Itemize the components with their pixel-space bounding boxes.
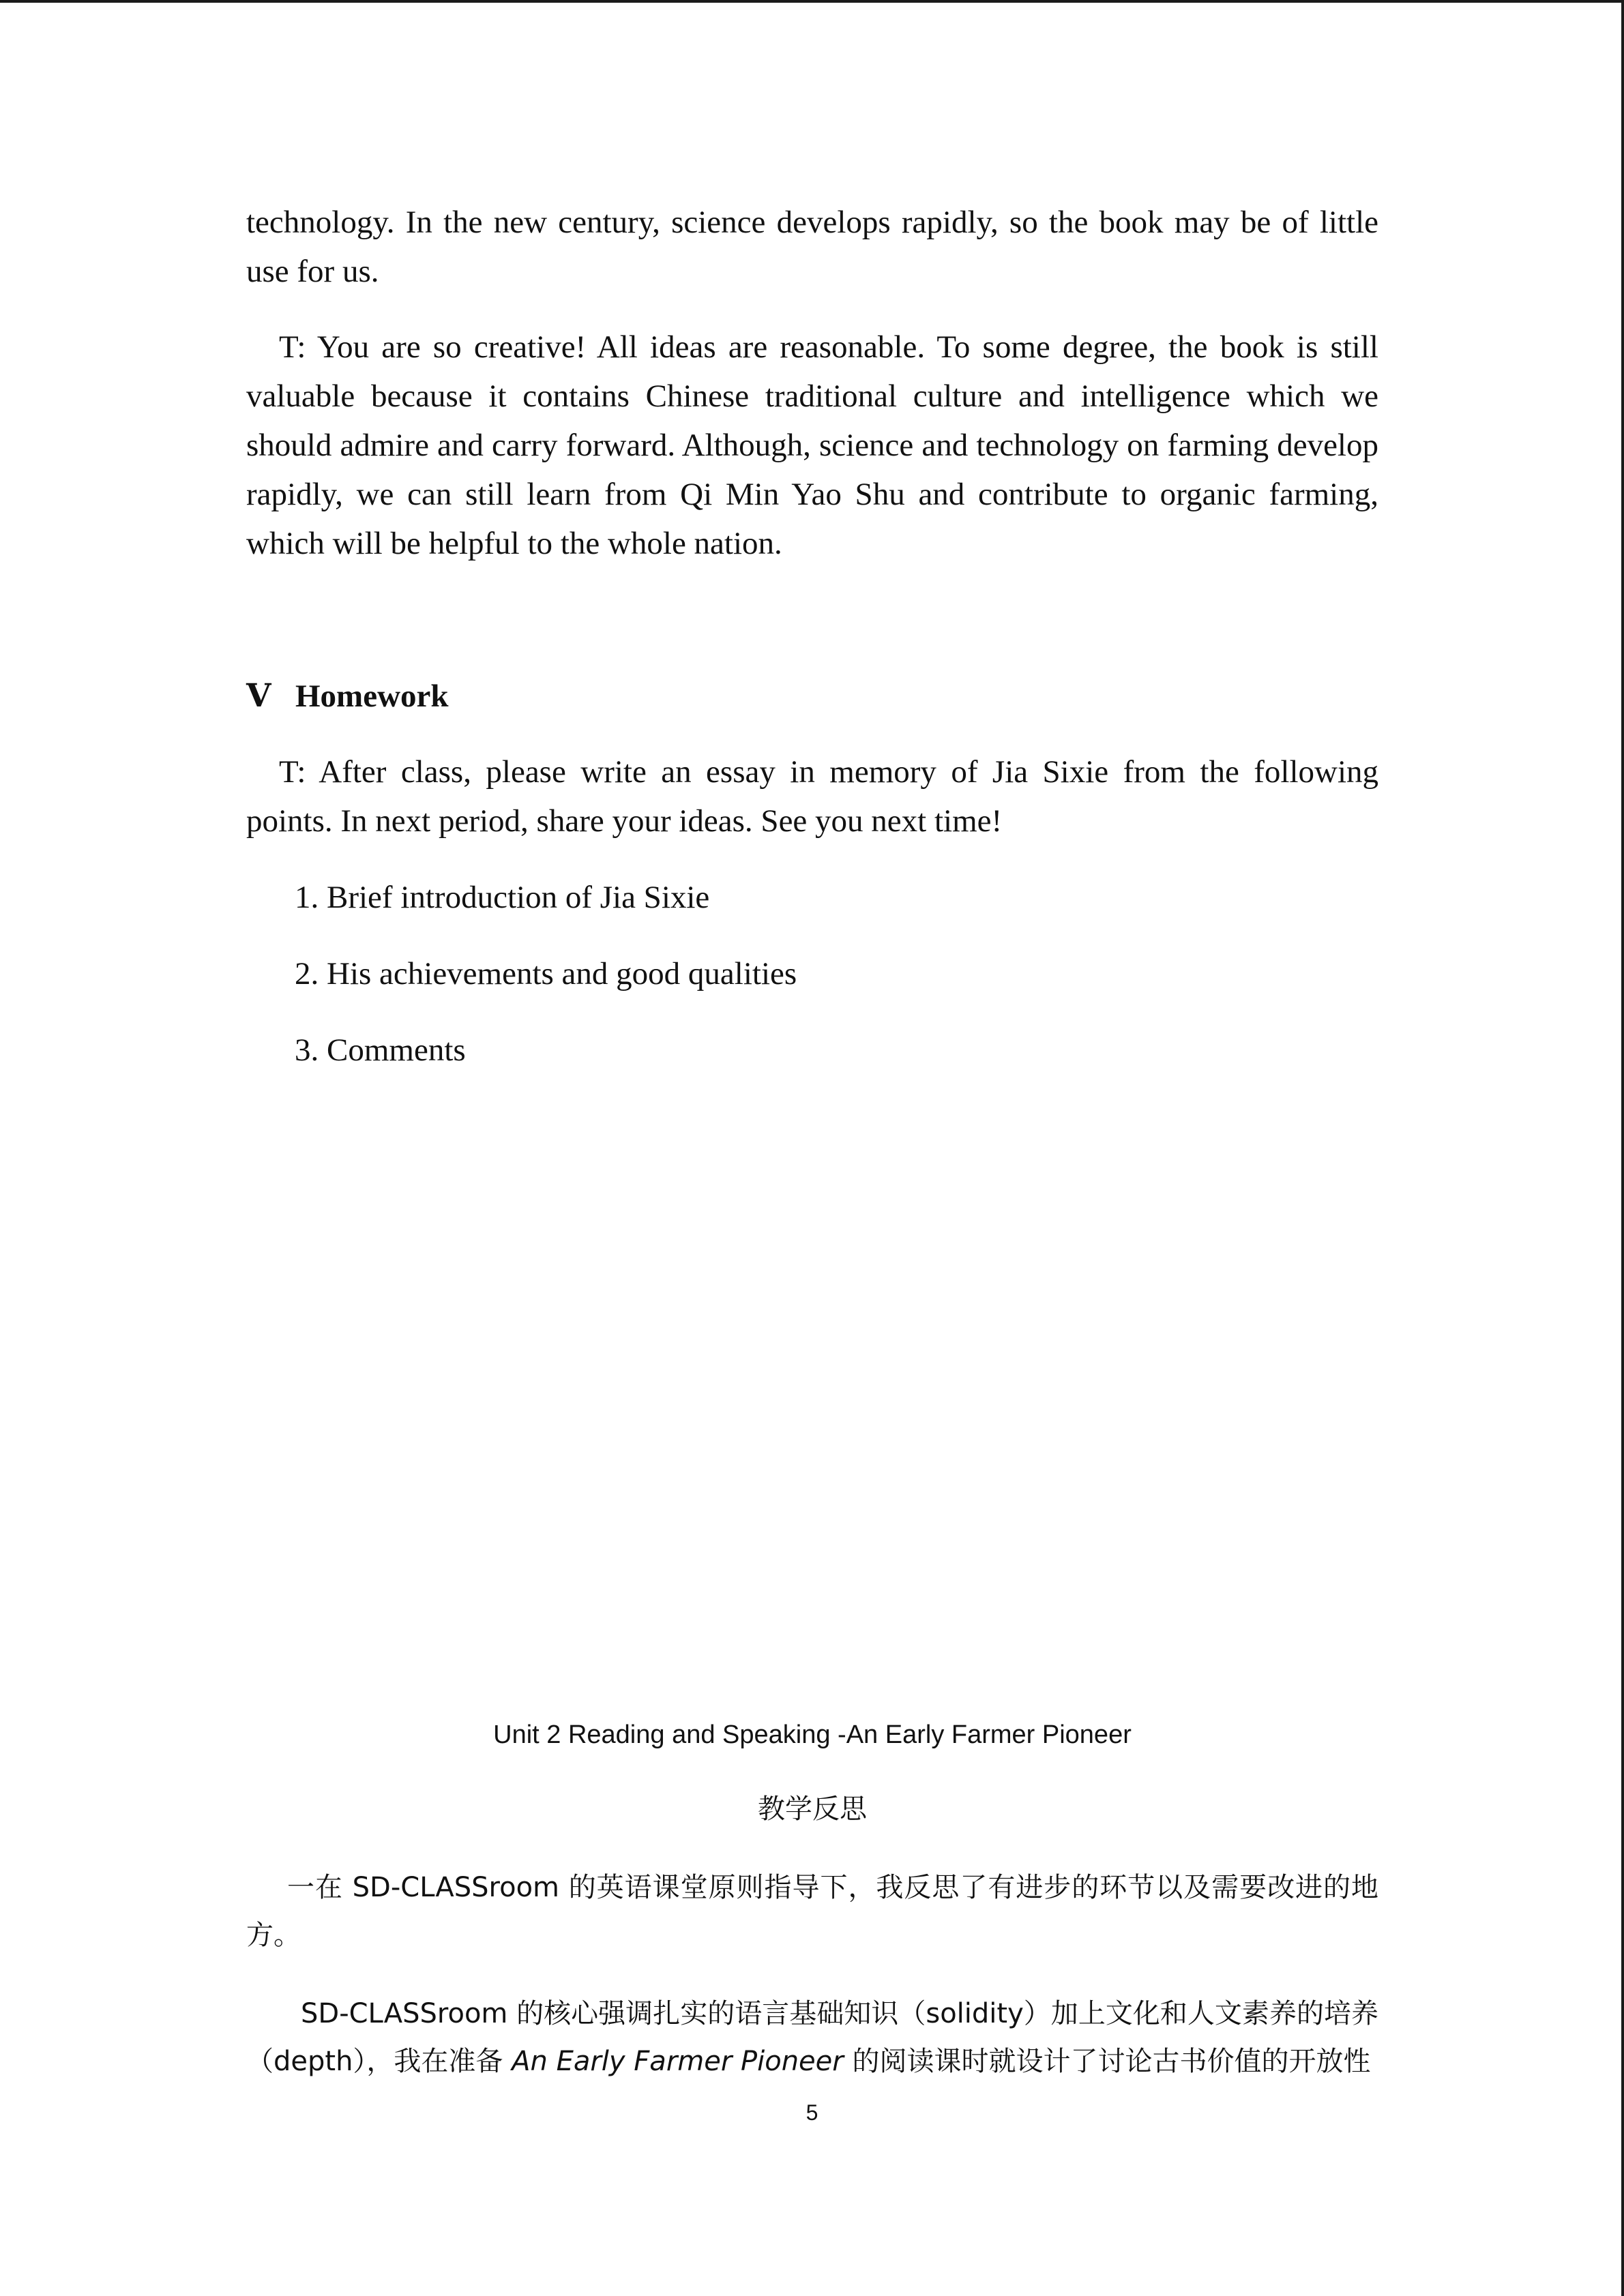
continued-paragraph: technology. In the new century, science develops rapidly, so the book may be of little use for us. bbox=[246, 205, 1378, 289]
section-title: Homework bbox=[295, 679, 449, 714]
homework-point-2: 2. His achievements and good qualities bbox=[295, 956, 797, 992]
reflection-paragraph-2 bbox=[246, 1990, 1378, 2085]
homework-point-1: 1. Brief introduction of Jia Sixie bbox=[295, 880, 710, 915]
reflection-lesson-title: An Early Farmer Pioneer bbox=[512, 2046, 844, 2077]
page-right-border bbox=[1621, 0, 1624, 2296]
reflection-heading: 教学反思 bbox=[758, 1793, 867, 1825]
homework-point-3: 3. Comments bbox=[295, 1032, 466, 1068]
homework-instruction: T: After class, please write an essay in memory of Jia Sixie from the following points. In next period, share your ideas. See you next time! bbox=[246, 754, 1378, 839]
page-number: 5 bbox=[806, 2100, 818, 2125]
section-numeral: Ⅴ bbox=[246, 679, 271, 714]
reflection-paragraph-2-end: 的阅读课时就设计了讨论古书价值的开放性 bbox=[843, 2046, 1371, 2077]
homework-heading bbox=[246, 672, 449, 721]
reflection-unit-title: Unit 2 Reading and Speaking -An Early Farmer Pioneer bbox=[493, 1720, 1132, 1749]
reflection-paragraph-1: 一在 SD-CLASSroom 的英语课堂原则指导下，我反思了有进步的环节以及需要改进的地方。 bbox=[246, 1872, 1378, 1951]
reflection-paragraph-2-start: SD-CLASSroom 的核心强调扎实的语言基础知识（solidity）加上文化和人文素养的培养（depth），我在准备 bbox=[246, 1998, 1378, 2077]
page-top-border bbox=[0, 0, 1624, 3]
teacher-response-paragraph: T: You are so creative! All ideas are reasonable. To some degree, the book is still valuable because it contains Chinese traditional culture and intelligence which we should admire and carry forward. Although, science and technology on farming develop rapidly, we can still learn from Qi Min Yao Shu and contribute to organic farming, which will be helpful to the whole nation. bbox=[246, 329, 1378, 561]
